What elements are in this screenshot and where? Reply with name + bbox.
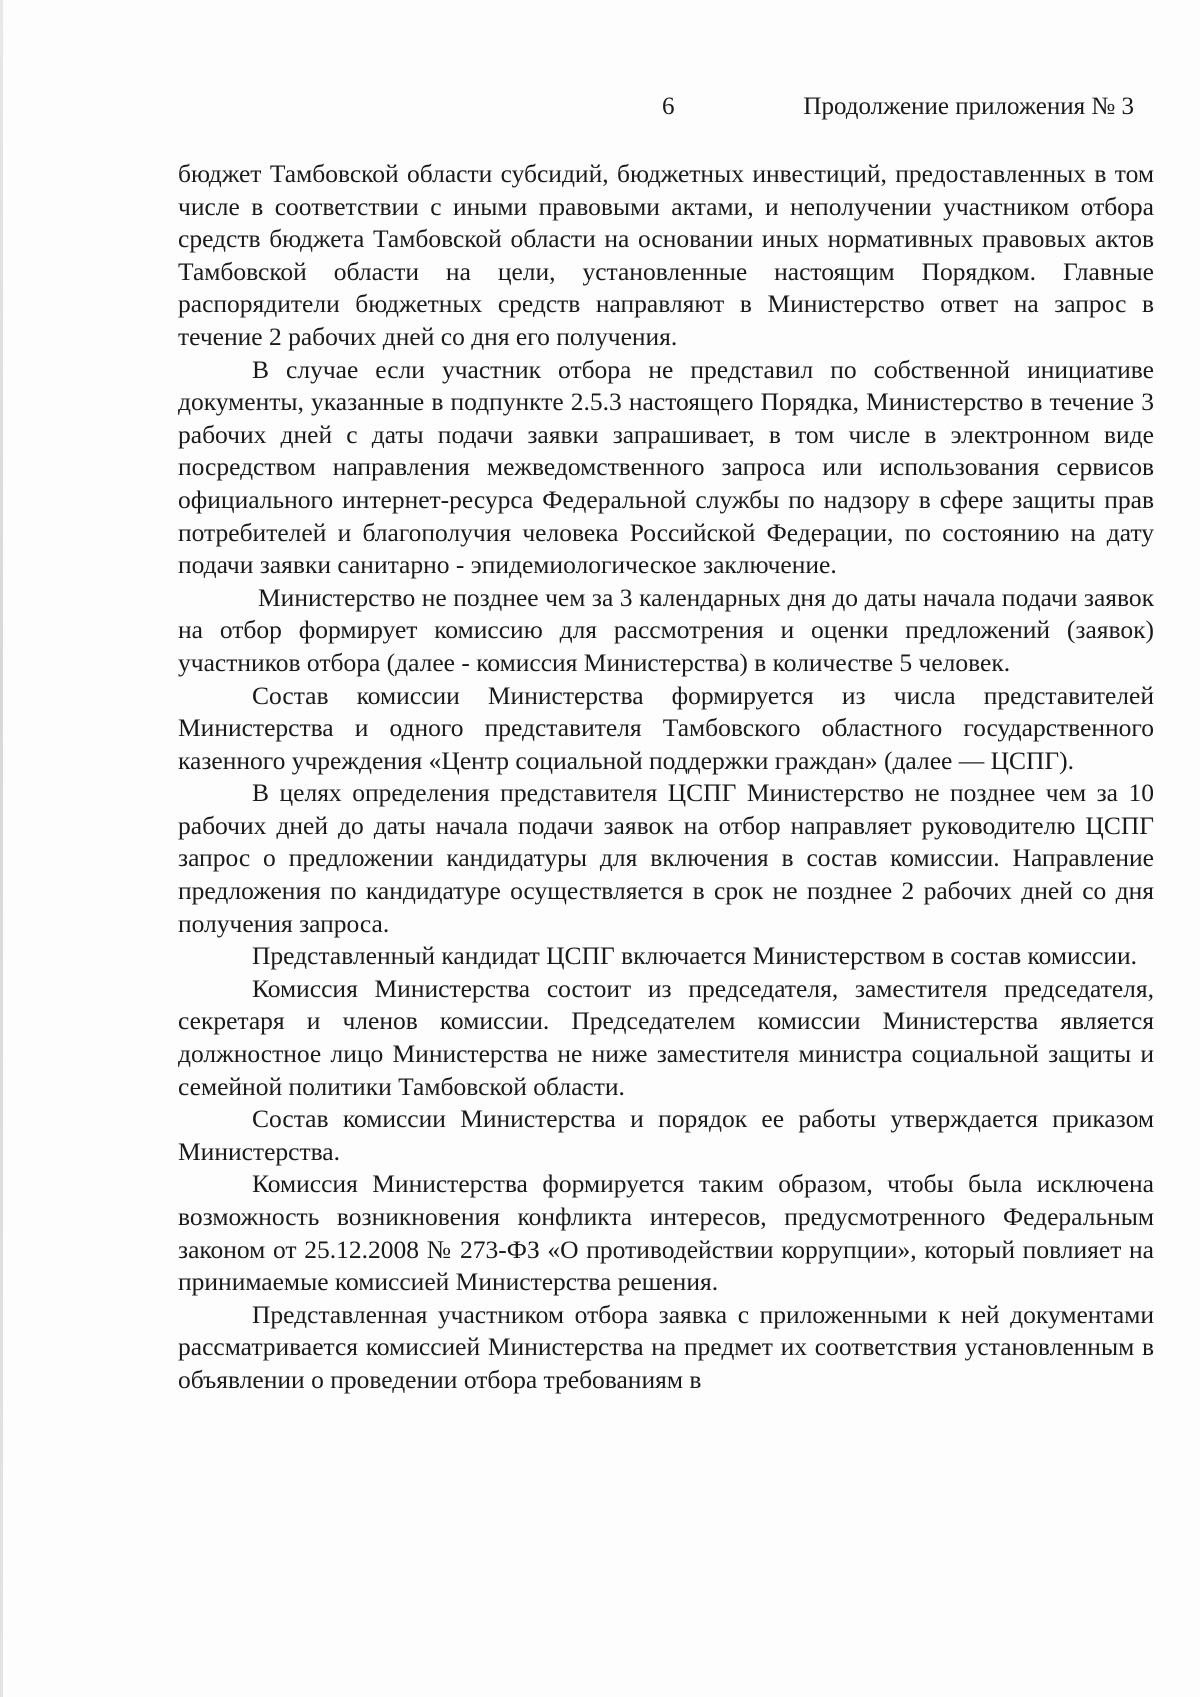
scan-edge bbox=[0, 0, 3, 1697]
document-body bbox=[178, 158, 1154, 1397]
paragraph: Состав комиссии Министерства формируется из числа представителей Министерства и одного представителя Тамбовского областного государственного казенного учреждения «Центр социальной поддержки граждан» (далее — ЦСПГ). bbox=[178, 680, 1154, 775]
appendix-continuation-label: Продолжение приложения № 3 bbox=[803, 93, 1134, 120]
paragraph: В случае если участник отбора не представил по собственной инициативе документы, указанные в подпункте 2.5.3 настоящего Порядка, Министерство в течение 3 рабочих дней с даты подачи заявки запрашивает, в том числе в электронном виде посредством направления межведомственного запроса или использования сервисов официального интернет-ресурса Федеральной службы по надзору в сфере защиты прав потребителей и благополучия человека Российской Федерации, по состоянию на дату подачи заявки санитарно - эпидемиологическое заключение. bbox=[178, 354, 1154, 580]
paragraph: В целях определения представителя ЦСПГ Министерство не позднее чем за 10 рабочих дней до даты начала подачи заявок на отбор направляет руководителю ЦСПГ запрос о предложении кандидатуры для включения в состав комиссии. Направление предложения по кандидатуре осуществляется в срок не позднее 2 рабочих дней со дня получения запроса. bbox=[178, 778, 1154, 938]
paragraph: бюджет Тамбовской области субсидий, бюджетных инвестиций, предоставленных в том числе в соответствии с иными правовыми актами, и неполучении участником отбора средств бюджета Тамбовской области на основании иных нормативных правовых актов Тамбовской области на цели, установленные настоящим Порядком. Главные распорядители бюджетных средств направляют в Министерство ответ на запрос в течение 2 рабочих дней со дня его получения. bbox=[178, 159, 1154, 351]
paragraph: Представленная участником отбора заявка с приложенными к ней документами рассматривается комиссией Министерства на предмет их соответствия установленным в объявлении о проведении отбора требованиям в bbox=[178, 1299, 1154, 1394]
page-number: 6 bbox=[662, 93, 675, 120]
paragraph: Представленный кандидат ЦСПГ включается Министерством в состав комиссии. bbox=[252, 941, 1137, 971]
page-header bbox=[0, 92, 1200, 122]
paragraph: Министерство не позднее чем за 3 календарных дня до даты начала подачи заявок на отбор формирует комиссию для рассмотрения и оценки предложений (заявок) участников отбора (далее - комиссия Министерства) в количестве 5 человек. bbox=[178, 582, 1154, 677]
paragraph: Комиссия Министерства состоит из председателя, заместителя председателя, секретаря и членов комиссии. Председателем комиссии Министерства является должностное лицо Министерства не ниже заместителя министра социальной защиты и семейной политики Тамбовской области. bbox=[178, 973, 1154, 1101]
paragraph: Комиссия Министерства формируется таким образом, чтобы была исключена возможность возникновения конфликта интересов, предусмотренного Федеральным законом от 25.12.2008 № 273-ФЗ «О противодействии коррупции», который повлияет на принимаемые комиссией Министерства решения. bbox=[178, 1169, 1154, 1297]
paragraph: Состав комиссии Министерства и порядок ее работы утверждается приказом Министерства. bbox=[178, 1104, 1154, 1166]
